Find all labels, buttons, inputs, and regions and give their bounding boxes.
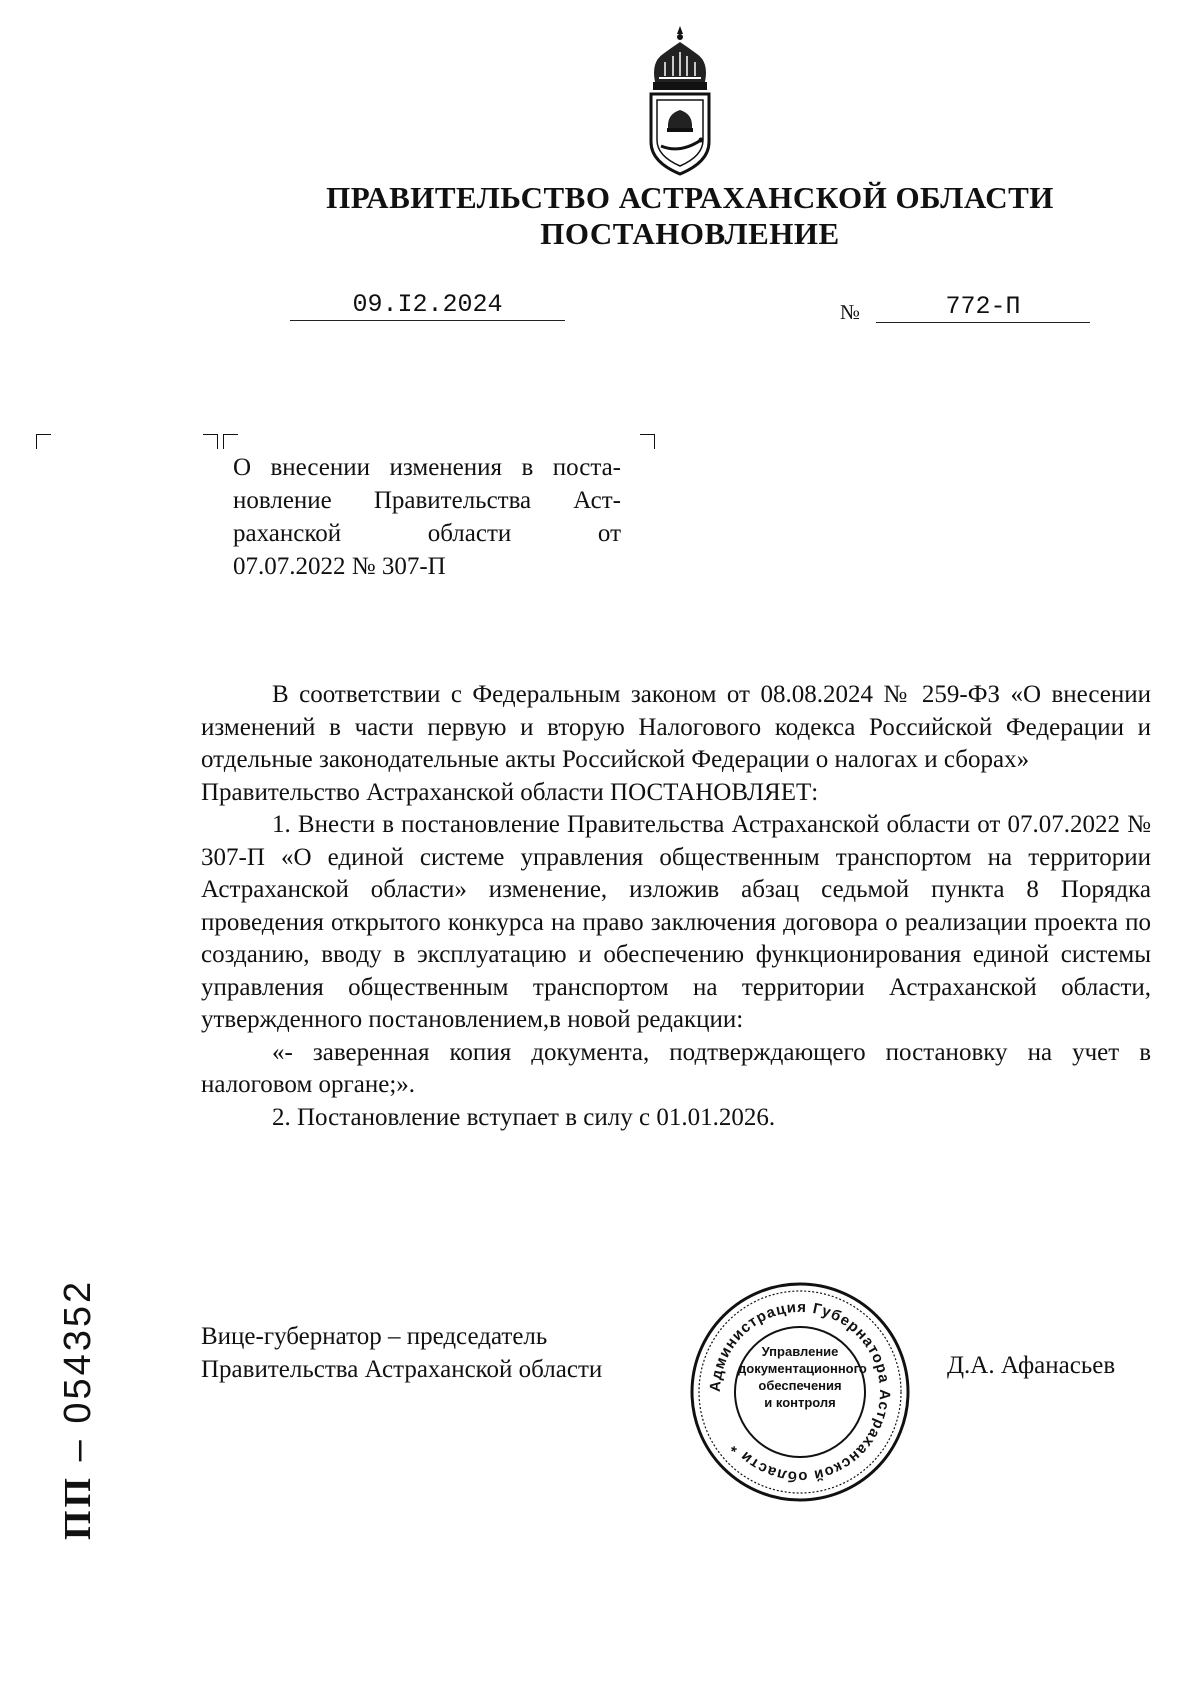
seal-line: документационного: [738, 1361, 867, 1376]
document-type: ПОСТАНОВЛЕНИЕ: [540, 216, 840, 251]
document-subject: [233, 451, 621, 583]
signatory-position: [201, 1320, 602, 1386]
signatory-name: Д.А. Афанасьев: [947, 1352, 1116, 1379]
position-line: Вице-губернатор – председатель: [201, 1323, 548, 1350]
date-underline: [290, 320, 565, 321]
seal-line: Управление: [761, 1344, 839, 1359]
seal-line: обеспечения: [758, 1378, 842, 1393]
preamble-paragraph: В соответствии с Федеральным законом от 08.08.2024 № 259-ФЗ «О внесении изменений в части первую и вторую Налогового кодекса Российской Федерации и отдельные законодательные акты Российской Федерации о налогах и сборах»: [201, 681, 1151, 773]
corner-mark: [203, 434, 218, 449]
item-1-paragraph: 1. Внести в постановление Правительства Астраханской области от 07.07.2022 № 307-П «О единой системе управления общественным транспортом на территории Астраханской области» изменение, изложив абзац седьмой пункта 8 Порядка проведения открытого конкурса на право заключения договора о реализации проекта по созданию, вводу в эксплуатацию и обеспечению функционирования единой системы управления общественным транспортом на территории Астраханской области, утвержденного постановлением,в новой редакции:: [201, 811, 1151, 1033]
government-title: ПРАВИТЕЛЬСТВО АСТРАХАНСКОЙ ОБЛАСТИ: [326, 180, 1054, 215]
subject-line: О внесении изменения в поста-: [233, 454, 621, 481]
corner-mark: [640, 434, 655, 449]
corner-mark: [36, 434, 51, 449]
document-number: 772-П: [945, 292, 1021, 321]
coat-of-arms-icon: [635, 22, 725, 182]
position-line: Правительства Астраханской области: [201, 1356, 603, 1383]
seal-line: и контроля: [764, 1395, 836, 1410]
corner-mark: [223, 434, 238, 449]
subject-line: 07.07.2022 № 307-П: [233, 553, 446, 580]
serial-number: 054352: [57, 1278, 99, 1424]
document-date: 09.I2.2024: [352, 290, 503, 319]
seal-center-text: [738, 1343, 867, 1411]
seal-ring-text: Администрация Губернатора Астраханской области *: [706, 1298, 894, 1486]
subject-line: раханской области от: [233, 520, 621, 547]
document-body: [201, 679, 1151, 1134]
serial-series: ПП: [57, 1474, 99, 1540]
resolves-paragraph: Правительство Астраханской области ПОСТАНОВЛЯЕТ:: [201, 778, 819, 806]
quote-paragraph: «- заверенная копия документа, подтверждающего постановку на учет в налоговом органе;».: [201, 1038, 1151, 1098]
item-2-paragraph: 2. Постановление вступает в силу с 01.01.2026.: [272, 1103, 776, 1131]
number-underline: [876, 322, 1090, 323]
number-sign: №: [840, 300, 861, 324]
subject-line: новление Правительства Аст-: [233, 487, 621, 514]
serial-separator: –: [57, 1437, 99, 1462]
